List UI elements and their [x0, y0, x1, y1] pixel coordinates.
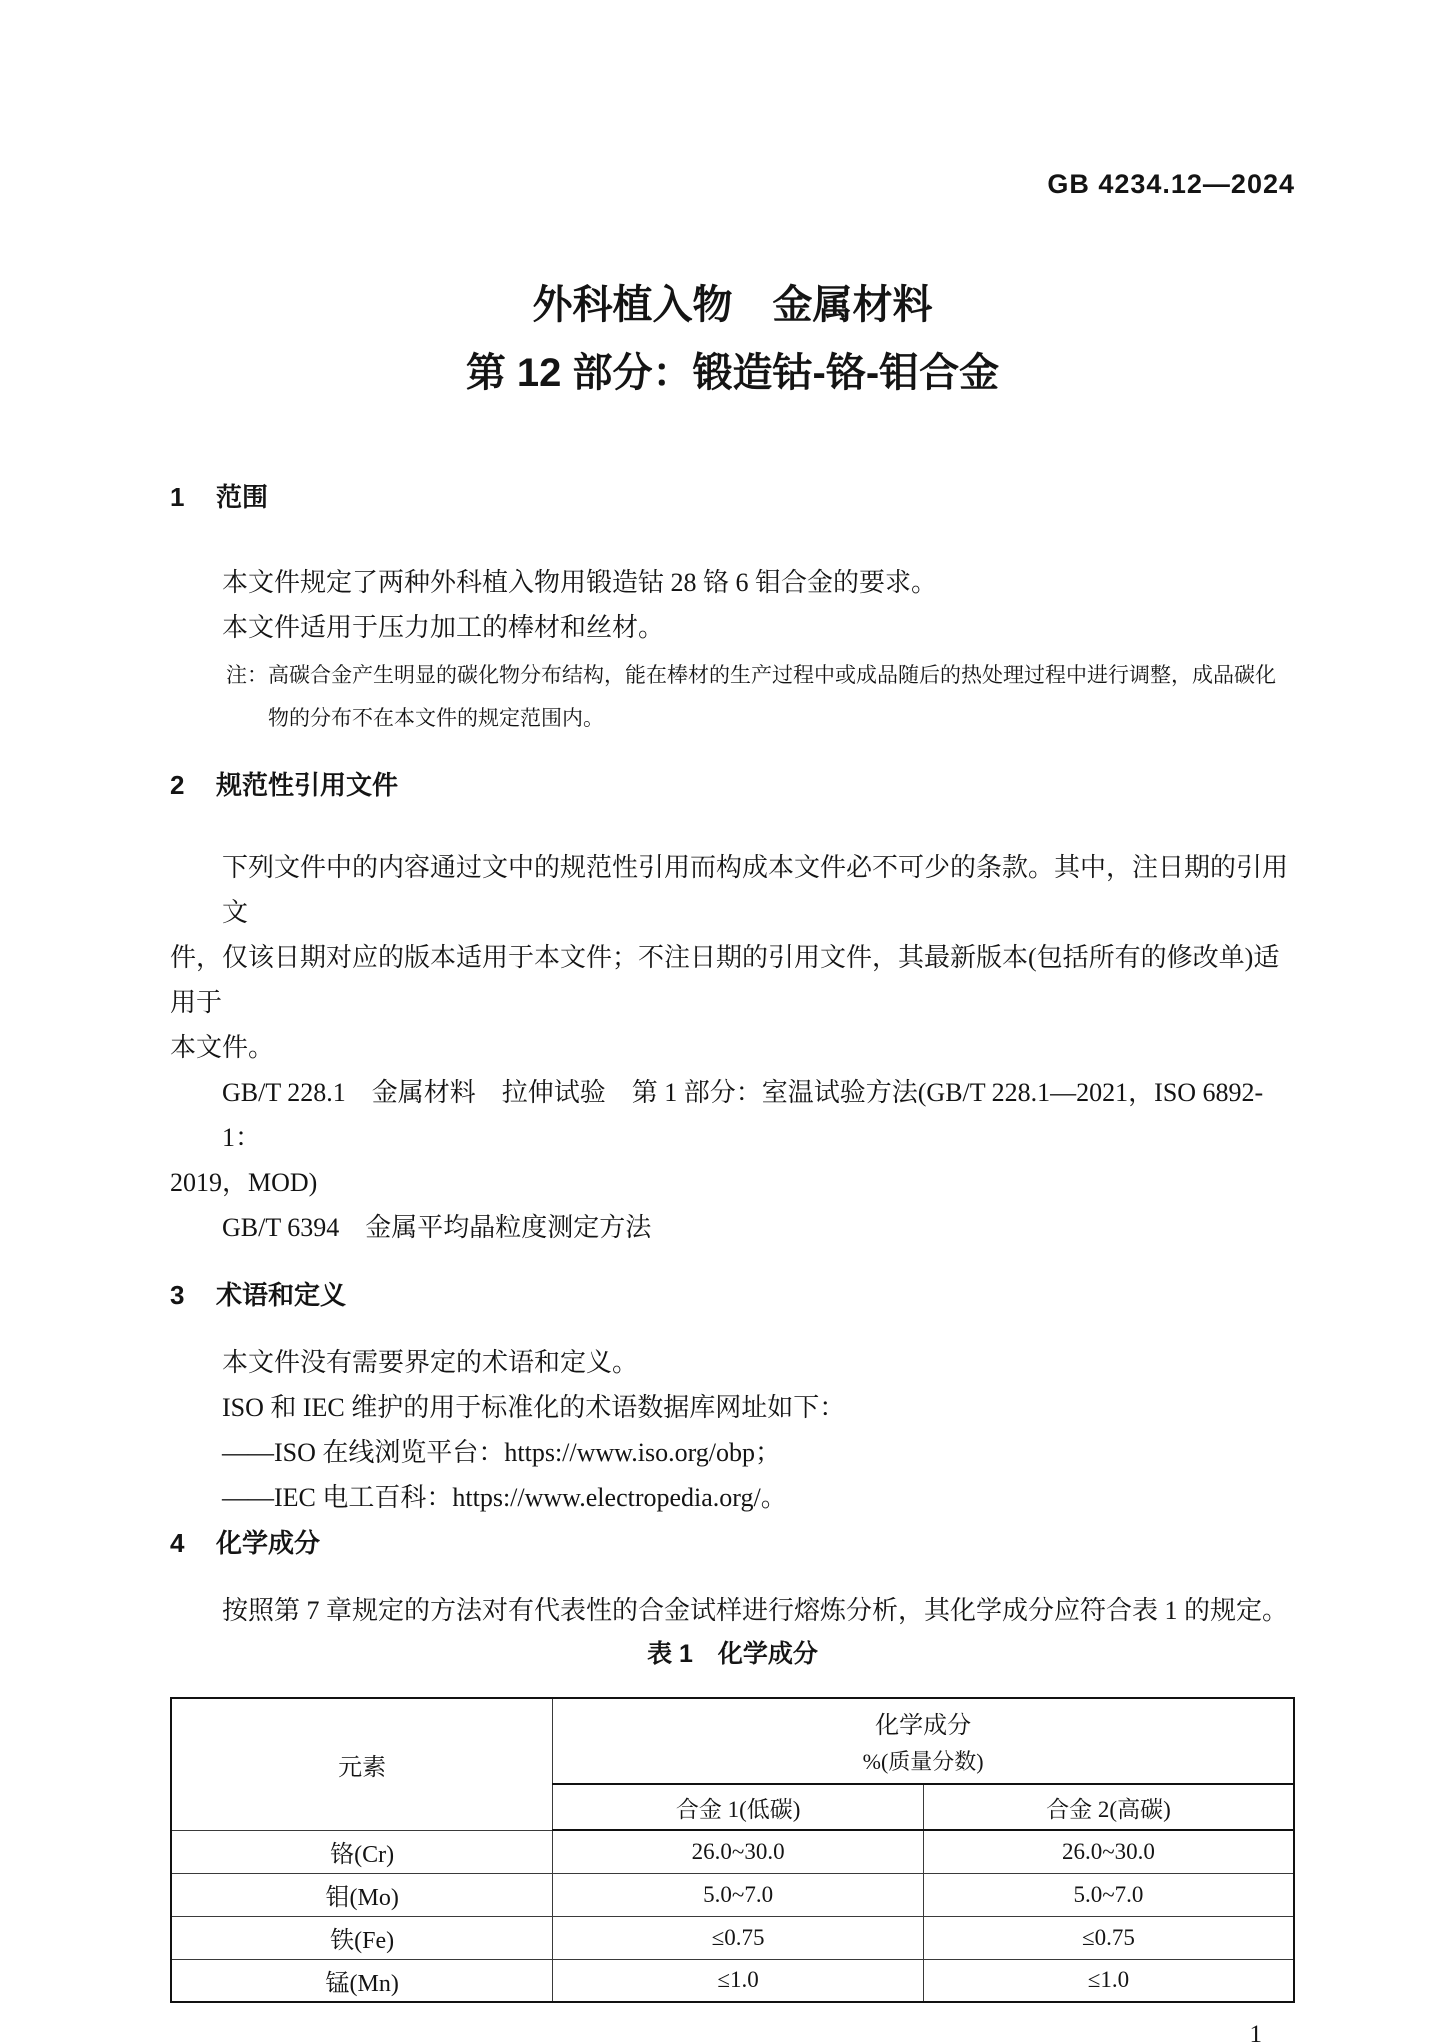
section-2-paragraph-line-3: 本文件。	[170, 1033, 275, 1062]
section-3-title: 术语和定义	[216, 1280, 347, 1310]
page-number: 1	[1249, 2021, 1262, 2044]
cell-cr-alloy2: 26.0~30.0	[923, 1830, 1294, 1873]
section-1-paragraph-1: 本文件规定了两种外科植入物用锻造钴 28 铬 6 钼合金的要求。	[222, 568, 938, 597]
header-cell-alloy2: 合金 2(高碳)	[923, 1784, 1294, 1830]
page-content	[170, 0, 1295, 2044]
cell-mo-alloy2: 5.0~7.0	[923, 1873, 1294, 1916]
section-2-reference-2: GB/T 6394 金属平均晶粒度测定方法	[222, 1213, 652, 1242]
section-3-heading	[170, 1280, 1295, 1310]
table-1-caption: 表 1 化学成分	[647, 1640, 818, 1668]
section-2-title: 规范性引用文件	[216, 770, 399, 800]
section-1-note-line-2: 物的分布不在本文件的规定范围内。	[268, 706, 604, 730]
table-header-row-1	[171, 1698, 1294, 1784]
cell-mn-alloy1: ≤1.0	[553, 1959, 924, 2002]
cell-fe-alloy2: ≤0.75	[923, 1916, 1294, 1959]
standard-code: GB 4234.12—2024	[1047, 169, 1295, 199]
header-group-title: 化学成分	[875, 1713, 972, 1739]
table-row-mn	[171, 1959, 1294, 2002]
section-1-number: 1	[170, 482, 185, 512]
cell-mo-alloy1: 5.0~7.0	[553, 1873, 924, 1916]
table-row-mo	[171, 1873, 1294, 1916]
section-2-paragraph-line-1: 下列文件中的内容通过文中的规范性引用而构成本文件必不可少的条款。其中，注日期的引用文	[222, 853, 1289, 927]
section-3-list-item-iec: ——IEC 电工百科：https://www.electropedia.org/。	[222, 1483, 787, 1512]
section-3-number: 3	[170, 1280, 185, 1310]
section-2-heading	[170, 770, 1295, 800]
doc-title-line2: 第 12 部分：锻造钴-铬-钼合金	[465, 351, 1000, 395]
section-1-heading	[170, 482, 1295, 512]
cell-fe-alloy1: ≤0.75	[553, 1916, 924, 1959]
header-cell-element: 元素	[171, 1698, 553, 1830]
section-4-title: 化学成分	[216, 1528, 321, 1558]
header-cell-alloy1: 合金 1(低碳)	[553, 1784, 924, 1830]
section-2-reference-1-line-2: 2019，MOD)	[170, 1168, 318, 1197]
header-group-subtitle: %(质量分数)	[862, 1749, 984, 1774]
section-1-note-line-1: 注：高碳合金产生明显的碳化物分布结构，能在棒材的生产过程中或成品随后的热处理过程中进行调整，成品碳化	[226, 663, 1276, 687]
section-2-reference-1-line-1: GB/T 228.1 金属材料 拉伸试验 第 1 部分：室温试验方法(GB/T 228.1—2021，ISO 6892-1：	[222, 1078, 1264, 1152]
section-1-paragraph-2: 本文件适用于压力加工的棒材和丝材。	[222, 613, 665, 642]
doc-title-line1: 外科植入物 金属材料	[532, 283, 933, 327]
table-row-cr	[171, 1830, 1294, 1873]
cell-element-fe: 铁(Fe)	[171, 1916, 553, 1959]
cell-mn-alloy2: ≤1.0	[923, 1959, 1294, 2002]
table-row-fe	[171, 1916, 1294, 1959]
cell-element-mo: 钼(Mo)	[171, 1873, 553, 1916]
cell-element-cr: 铬(Cr)	[171, 1830, 553, 1873]
table-chemical-composition	[170, 1697, 1295, 2003]
section-4-paragraph-1: 按照第 7 章规定的方法对有代表性的合金试样进行熔炼分析，其化学成分应符合表 1 的规定。	[222, 1596, 1289, 1625]
cell-cr-alloy1: 26.0~30.0	[553, 1830, 924, 1873]
section-4-number: 4	[170, 1528, 185, 1558]
section-3-paragraph-1: 本文件没有需要界定的术语和定义。	[222, 1348, 639, 1377]
section-3-paragraph-2: ISO 和 IEC 维护的用于标准化的术语数据库网址如下：	[222, 1393, 846, 1422]
section-2-paragraph-line-2: 件，仅该日期对应的版本适用于本文件；不注日期的引用文件，其最新版本(包括所有的修改单)适用于	[170, 943, 1280, 1017]
cell-element-mn: 锰(Mn)	[171, 1959, 553, 2002]
section-4-heading	[170, 1528, 1295, 1558]
section-1-title: 范围	[216, 482, 269, 512]
header-cell-chemical-composition	[553, 1698, 1294, 1784]
section-3-list-item-iso: ——ISO 在线浏览平台：https://www.iso.org/obp；	[222, 1438, 782, 1467]
section-2-number: 2	[170, 770, 185, 800]
